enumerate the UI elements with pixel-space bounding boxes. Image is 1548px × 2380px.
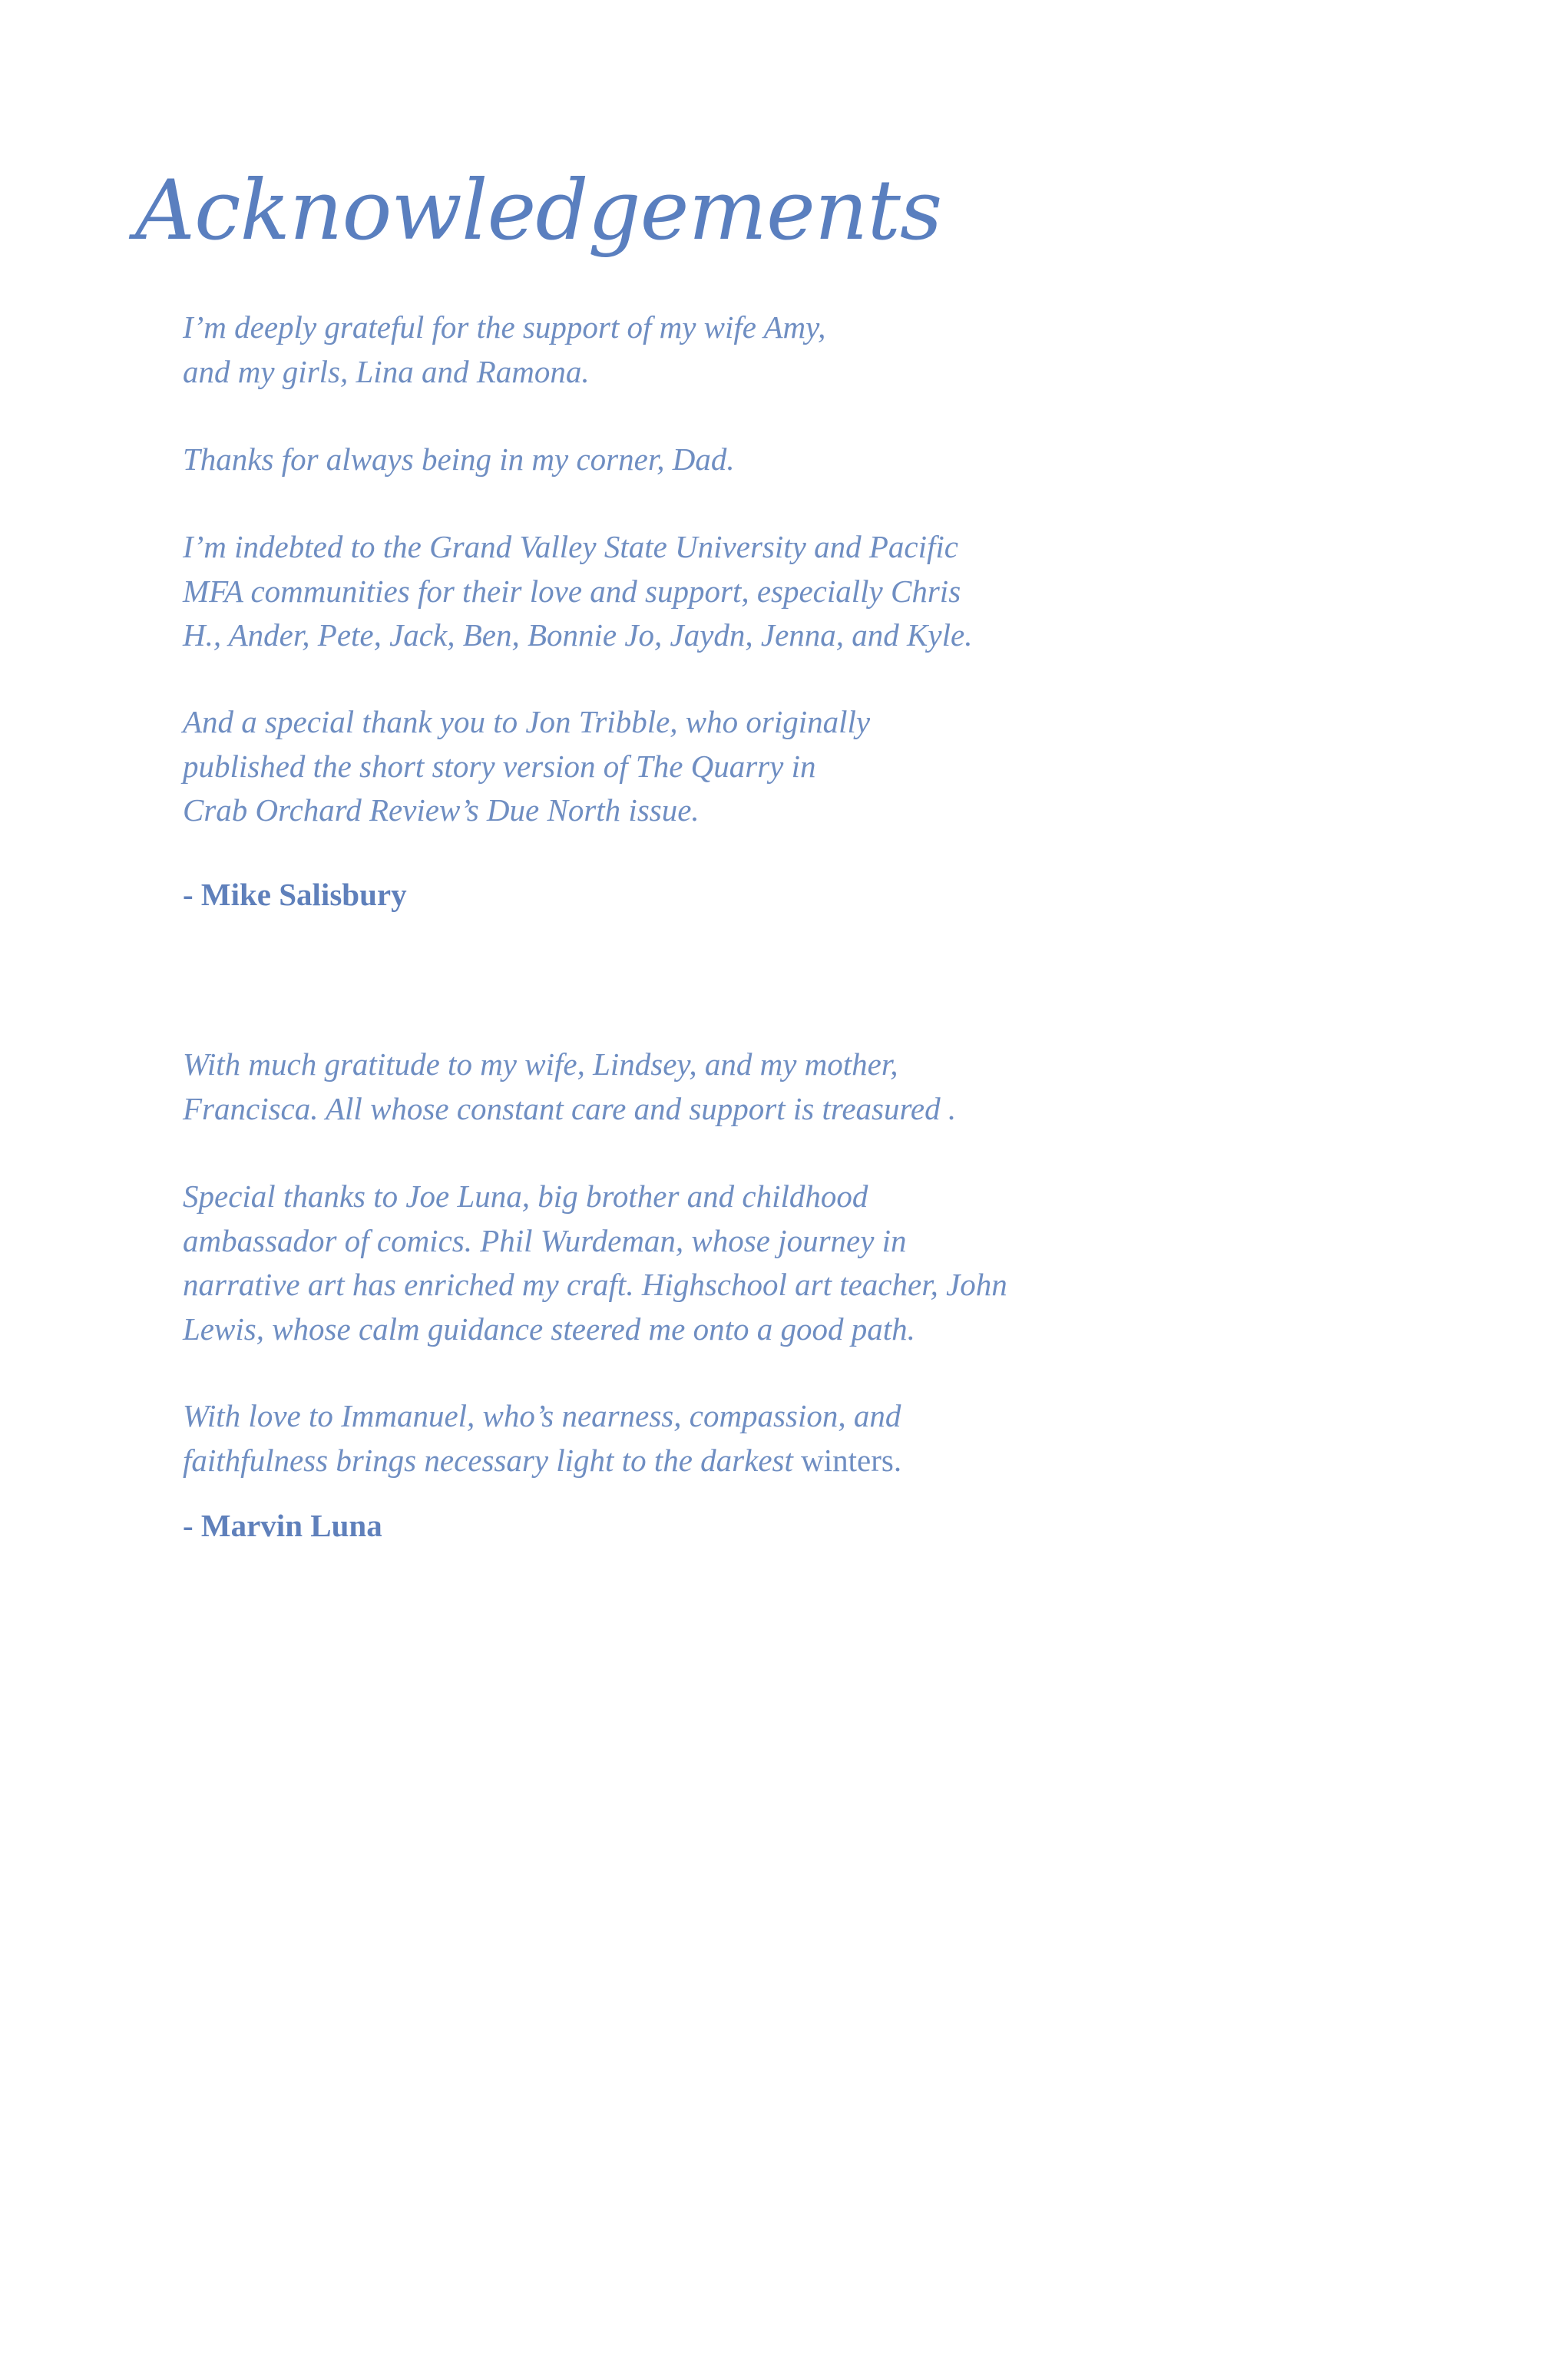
ack-paragraph	[183, 306, 825, 394]
ack-paragraph	[183, 700, 870, 833]
paragraph-line: and my girls, Lina and Ramona.	[183, 353, 590, 389]
paragraph-line: MFA communities for their love and support, especially Chris	[183, 573, 961, 609]
paragraph-line-italic-part: faithfulness brings necessary light to the darkest	[183, 1442, 802, 1478]
ack-paragraph	[183, 1394, 901, 1483]
ack-paragraph	[183, 1043, 956, 1131]
paragraph-line: Special thanks to Joe Luna, big brother and childhood	[183, 1178, 868, 1214]
ack-paragraph	[183, 438, 735, 482]
ack-paragraph	[183, 1175, 1007, 1351]
paragraph-line: Thanks for always being in my corner, Dad.	[183, 441, 735, 477]
paragraph-line: published the short story version of The Quarry in	[183, 748, 816, 784]
ack-paragraph	[183, 525, 972, 658]
paragraph-line-roman-part: winters.	[801, 1442, 902, 1478]
paragraph-line: With much gratitude to my wife, Lindsey, and my mother,	[183, 1046, 898, 1082]
signature-marvin-luna: - Marvin Luna	[183, 1508, 382, 1543]
paragraph-line	[183, 1439, 901, 1483]
paragraph-line: With love to Immanuel, who’s nearness, compassion, and	[183, 1398, 901, 1433]
paragraph-line: I’m deeply grateful for the support of my wife Amy,	[183, 309, 826, 345]
paragraph-line: Lewis, whose calm guidance steered me onto a good path.	[183, 1311, 915, 1347]
page-title: Acknowledgements	[135, 163, 942, 259]
paragraph-line: narrative art has enriched my craft. Highschool art teacher, John	[183, 1267, 1007, 1302]
paragraph-line: H., Ander, Pete, Jack, Ben, Bonnie Jo, Jaydn, Jenna, and Kyle.	[183, 617, 973, 653]
paragraph-line: ambassador of comics. Phil Wurdeman, whose journey in	[183, 1222, 907, 1258]
paragraph-line: I’m indebted to the Grand Valley State University and Pacific	[183, 529, 958, 564]
paragraph-line: Francisca. All whose constant care and support is treasured .	[183, 1090, 957, 1126]
paragraph-line: And a special thank you to Jon Tribble, who originally	[183, 704, 871, 739]
signature-mike-salisbury: - Mike Salisbury	[183, 877, 407, 912]
paragraph-line: Crab Orchard Review’s Due North issue.	[183, 792, 700, 828]
